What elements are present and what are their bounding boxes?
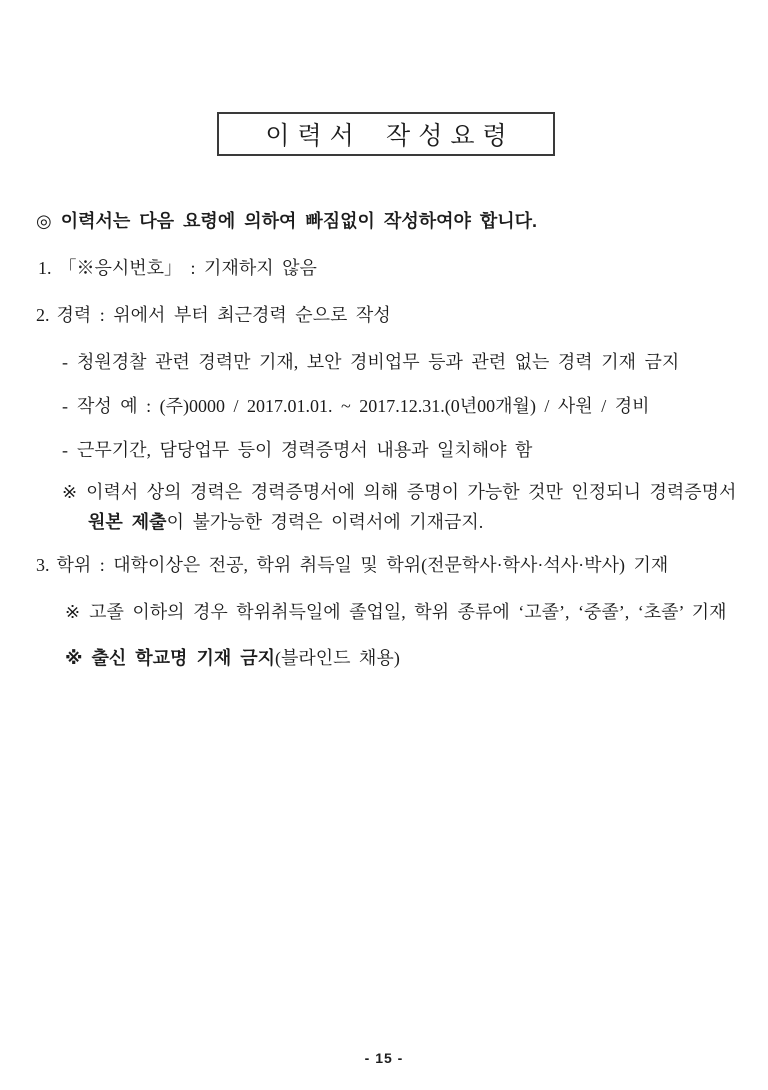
item-3-note-2-emphasis: 출신 학교명 기재 금지 — [91, 648, 275, 668]
item-2-note-line-1 — [62, 478, 736, 504]
item-2-subitem-1 — [62, 348, 679, 374]
item-2-subitem-1-text: 청원경찰 관련 경력만 기재, 보안 경비업무 등과 관련 없는 경력 기재 금지 — [77, 352, 680, 372]
item-2-subitem-3-text: 근무기간, 담당업무 등이 경력증명서 내용과 일치해야 함 — [77, 440, 533, 460]
reference-mark-icon: ※ — [65, 602, 81, 622]
item-3-text: 학위 : 대학이상은 전공, 학위 취득일 및 학위(전문학사·학사·석사·박사) 기재 — [56, 555, 669, 575]
item-2-subitem-3 — [62, 436, 532, 462]
item-1-text: 「※응시번호」 : 기재하지 않음 — [58, 258, 317, 278]
item-2-note-emphasis: 원본 제출 — [88, 512, 167, 532]
item-2-subitem-2 — [62, 392, 650, 418]
item-3-note-2-rest: (블라인드 채용) — [275, 648, 400, 668]
item-3-note-1-text: 고졸 이하의 경우 학위취득일에 졸업일, 학위 종류에 ‘고졸’, ‘중졸’, ‘초졸’ 기재 — [89, 602, 727, 622]
dash-bullet-icon: - — [62, 352, 68, 372]
dash-bullet-icon: - — [62, 440, 68, 460]
item-2-text: 경력 : 위에서 부터 최근경력 순으로 작성 — [56, 305, 391, 325]
item-2-note-rest: 이 불가능한 경력은 이력서에 기재금지. — [166, 512, 484, 532]
double-circle-bullet-icon: ◎ — [36, 211, 52, 231]
intro-line — [36, 207, 537, 233]
intro-text: 이력서는 다음 요령에 의하여 빠짐없이 작성하여야 합니다. — [60, 211, 538, 231]
reference-mark-icon: ※ — [62, 482, 78, 502]
list-item-2 — [36, 301, 391, 327]
item-2-note-line-2 — [88, 508, 483, 534]
title-box — [217, 112, 555, 156]
item-2-note-text: 이력서 상의 경력은 경력증명서에 의해 증명이 가능한 것만 인정되니 경력증명서 — [86, 482, 737, 502]
page-title: 이력서 작성요령 — [265, 123, 515, 150]
item-3-note-2 — [65, 644, 400, 670]
item-2-number: 2. — [36, 305, 50, 325]
item-3-number: 3. — [36, 555, 50, 575]
reference-mark-icon: ※ — [65, 648, 83, 668]
item-3-note-1 — [65, 598, 726, 624]
item-1-number: 1. — [38, 258, 52, 278]
page-number: - 15 - — [364, 1050, 404, 1066]
list-item-3 — [36, 551, 668, 577]
item-2-subitem-2-text: 작성 예 : (주)0000 / 2017.01.01. ~ 2017.12.31.(0년00개월) / 사원 / 경비 — [77, 396, 650, 416]
dash-bullet-icon: - — [62, 396, 68, 416]
list-item-1 — [38, 254, 317, 280]
